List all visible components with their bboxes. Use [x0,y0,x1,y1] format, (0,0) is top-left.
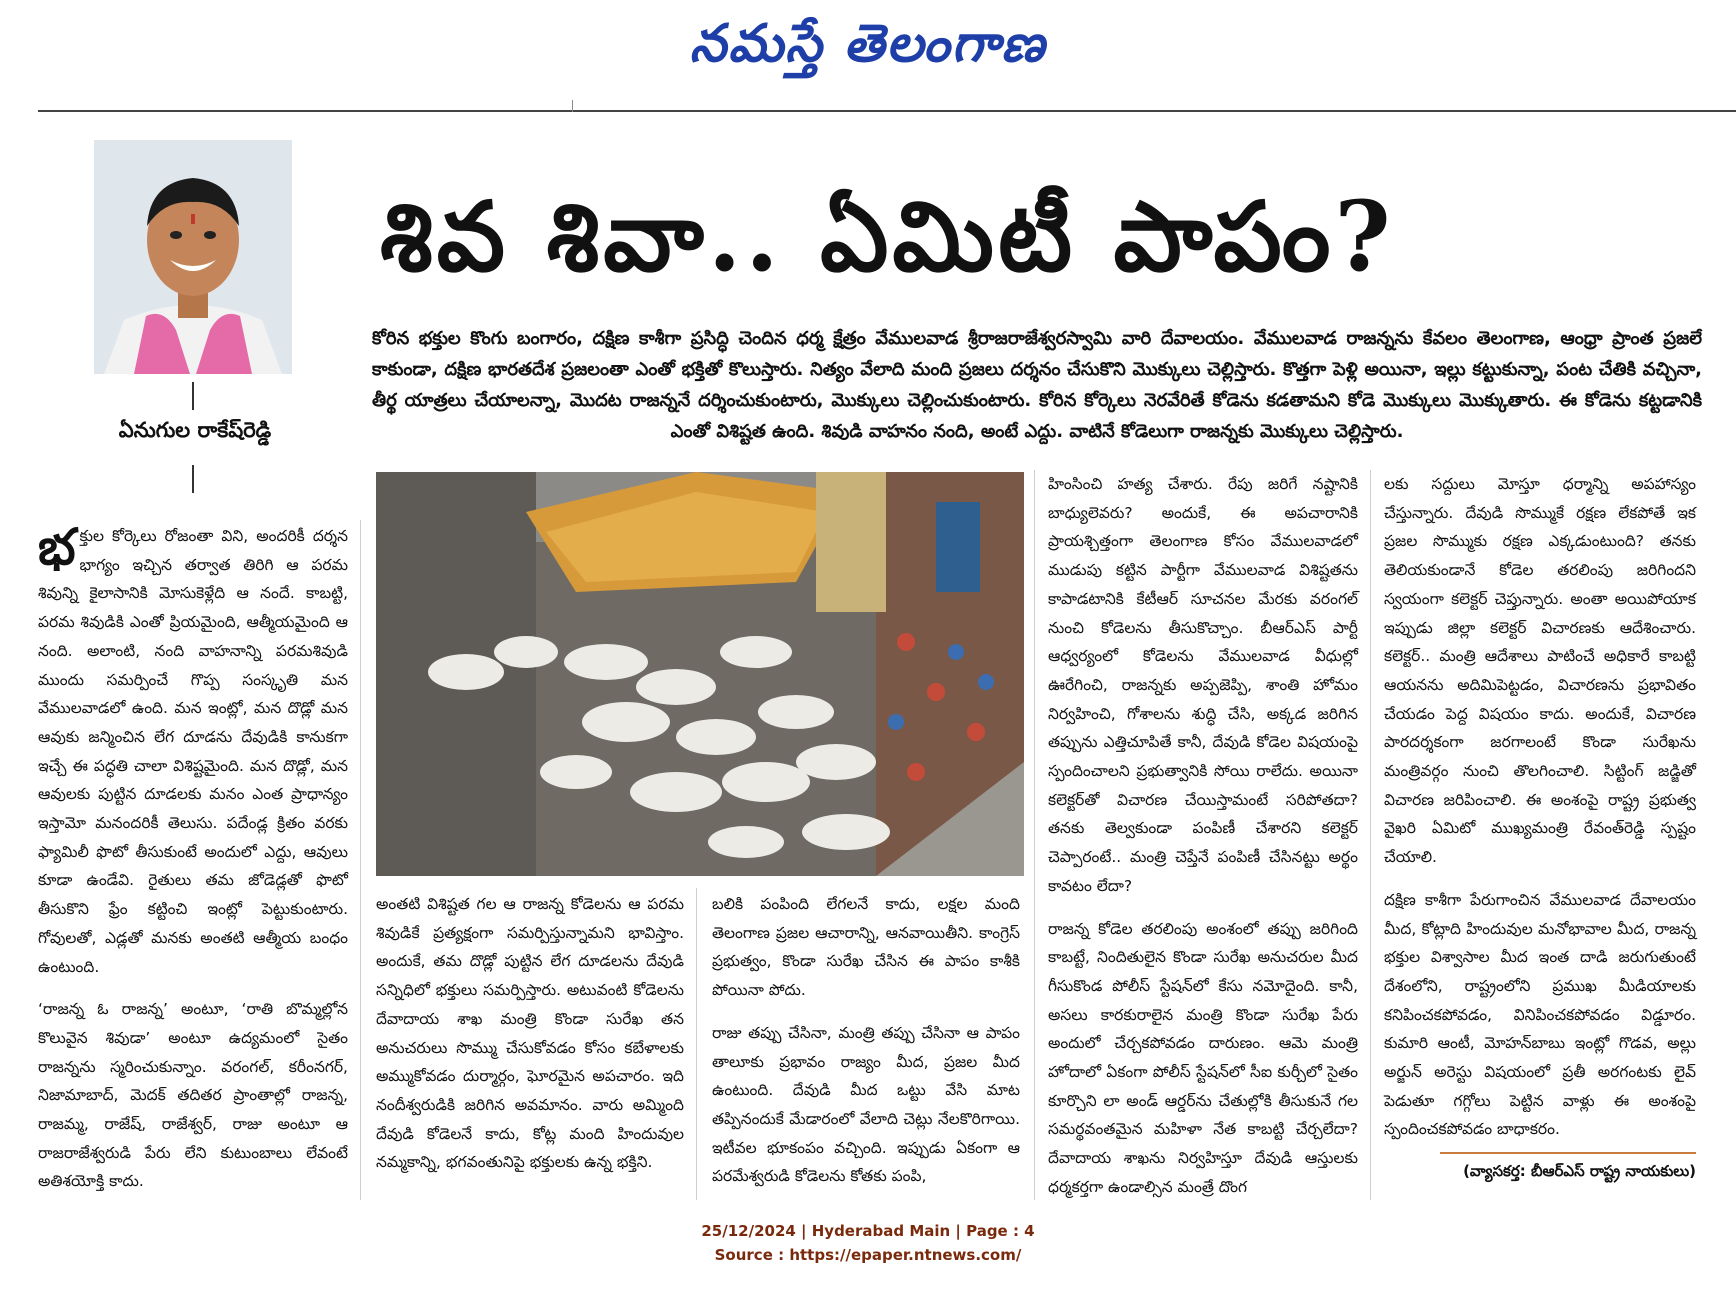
paragraph: అంతటి విశిష్టత గల ఆ రాజన్న కోడెలను ఆ పరమ శివుడికే ప్రత్యక్షంగా సమర్పిస్తున్నామని భావిస్తాం. అందుకే, తమ దొడ్లో పుట్టిన లేగ దూడలను దేవుడి సన్నిధిలో భక్తులు సమర్పిస్తారు. అటువంటి కోడెలను దేవాదాయ శాఖ మంత్రి కొండా సురేఖ తన అనుచరులు సొమ్ము చేసుకోవడం కోసం కబేళాలకు అమ్ముకోవడం దుర్మార్గం, ఘోరమైన అపచారం. ఇది నందీశ్వరుడికి జరిగిన అవమానం. వారు అమ్మింది దేవుడి కోడెలనే కాదు, కోట్ల మంది హిందువుల నమ్మకాన్ని, భగవంతునిపై భక్తులకు ఉన్న భక్తిని. [376,895,684,1172]
author-photo [94,140,292,374]
column-separator [360,520,361,1200]
author-divider-bottom [192,465,194,493]
article-column-4 [1048,470,1358,1216]
column-separator [1370,470,1371,1200]
source-link[interactable]: Source : https://epaper.ntnews.com/ [714,1246,1022,1264]
paragraph: రాజన్న కోడెల తరలింపు అంశంలో తప్పు జరిగింది కాబట్టే, నిందితులైన కొండా సురేఖ అనుచరుల మీద గీసుకొండ పోలీస్ స్టేషన్‌లో కేసు నమోదైంది. కానీ, అసలు కారకురాలైన మంత్రి కొండా సురేఖ పేరు అందులో చేర్చకపోవడం దారుణం. ఆమె మంత్రి హోదాలో ఏకంగా పోలీస్ స్టేషన్‌లో సీఐ కుర్చీలో సైతం కూర్చొని లా అండ్ ఆర్డర్‌ను చేతుల్లోకి తీసుకునే గల సమర్థవంతమైన మహిళా నేత కాబట్టి చేర్చలేదా? దేవాదాయ శాఖను నిర్వహిస్తూ దేవుడి ఆస్తులకు ధర్మకర్తగా ఉండాల్సిన మంత్రే దొంగ [1048,919,1358,1196]
paragraph: లకు సద్దులు మోస్తూ ధర్మాన్ని అపహాస్యం చేస్తున్నారు. దేవుడి సొమ్ముకే రక్షణ లేకపోతే ఇక ప్రజల సొమ్ముకు రక్షణ ఎక్కడుంటుంది? తనకు తెలియకుండానే కోడెల తరలింపు జరిగిందని స్వయంగా కలెక్టర్ చెప్తున్నారు. అంతా అయిపోయాక ఇప్పుడు జిల్లా కలెక్టర్ విచారణకు ఆదేశించారు. కలెక్టర్.. మంత్రి ఆదేశాలు పాటించే అధికారే కాబట్టి ఆయనను అదిమిపెట్టడం, విచారణను ప్రభావితం చేయడం పెద్ద విషయం కాదు. అందుకే, విచారణ పారదర్శకంగా జరగాలంటే కొండా సురేఖను మంత్రివర్గం నుంచి తొలగించాలి. సిట్టింగ్ జడ్జితో విచారణ జరిపించాలి. ఈ అంశంపై రాష్ట్ర ప్రభుత్వ వైఖరి ఏమిటో ముఖ్యమంత్రి రేవంత్‌రెడ్డి స్పష్టం చేయాలి. [1384,475,1696,867]
masthead-rule [38,110,1736,112]
paragraph: భక్తుల కోర్కెలు రోజంతా విని, అందరికీ దర్శన భాగ్యం ఇచ్చిన తర్వాత తిరిగి ఆ పరమ శివున్ని కైలాసానికి మోసుకెళ్లేది ఆ నందే. కాబట్టి, పరమ శివుడికి ఎంతో ప్రియమైంది, ఆత్మీయమైంది ఆ నంది. అలాంటి, నంది వాహనాన్ని పరమశివుడి ముందు సమర్పించే గొప్ప సంస్కృతి మన వేములవాడలో ఉంది. మన ఇంట్లో, మన దొడ్లో మన ఆవుకు జన్మించిన లేగ దూడను దేవుడికి కానుకగా ఇచ్చే ఈ పద్ధతి చాలా విశిష్టమైంది. మన దొడ్లో, మన ఆవులకు పుట్టిన దూడలకు మనం ఎంత ప్రాధాన్యం ఇస్తామో మనందరికీ తెలుసు. పదేండ్ల క్రితం వరకు ఫ్యామిలీ ఫొటో తీసుకుంటే అందులో ఎద్దు, ఆవులు కూడా ఉండేవి. రైతులు తమ జోడెడ్లతో ఫొటో తీసుకొని ఫ్రేం కట్టించి ఇంట్లో పెట్టుకుంటారు. గోవులతో, ఎడ్లతో మనకు అంతటి ఆత్మీయ బంధం ఉంటుంది. [38,518,348,976]
headline: శివ శివా.. ఏమిటీ పాపం? [380,180,1395,293]
paragraph: బలికి పంపింది లేగలనే కాదు, లక్షల మంది తెలంగాణ ప్రజల ఆచారాన్ని, ఆనవాయితీని. కాంగ్రెస్ ప్రభుత్వం, కొండా సురేఖ చేసిన ఈ పాపం కాశీకి పోయినా పోదు. [712,895,1020,1000]
paragraph: రాజు తప్పు చేసినా, మంత్రి తప్పు చేసినా ఆ పాపం తాలూకు ప్రభావం రాజ్యం మీద, ప్రజల మీద ఉంటుంది. దేవుడి మీద ఒట్టు వేసి మాట తప్పినందుకే మేడారంలో వేలాది చెట్లు నేలకొరిగాయి. ఇటీవల భూకంపం వచ్చింది. ఇప్పుడు ఏకంగా ఆ పరమేశ్వరుడి కోడెలను కోతకు పంపి, [712,1023,1020,1186]
temple-calves-photo [376,472,1024,876]
page-info: 25/12/2024 | Hyderabad Main | Page : 4 [701,1222,1035,1240]
author-name: ఏనుగుల రాకేష్‌రెడ్డి [118,418,272,442]
article-column-2 [376,890,684,1191]
rule-tick [572,100,573,112]
paragraph: హింసించి హత్య చేశారు. రేపు జరిగే నష్టానికి బాధ్యులెవరు? అందుకే, ఈ అపచారానికి ప్రాయశ్చిత్తంగా తెలంగాణ కోసం వేములవాడలో ముడుపు కట్టిన పార్టీగా వేములవాడ విశిష్టతను కాపాడటానికి కేటీఆర్ సూచనల మేరకు వరంగల్ నుంచి కోడెలను తీసుకొచ్చాం. బీఆర్ఎస్ పార్టీ ఆధ్వర్యంలో కోడెలను వేములవాడ వీధుల్లో ఊరేగించి, రాజన్నకు అప్పజెప్పి, శాంతి హోమం నిర్వహించి, గోశాలను శుద్ధి చేసి, అక్కడ జరిగిన తప్పును ఎత్తిచూపితే కానీ, దేవుడి కోడెల విషయంపై స్పందించాలని ప్రభుత్వానికి సోయి రాలేదు. అయినా కలెక్టర్‌తో విచారణ చేయిస్తామంటే సరిపోతదా? తనకు తెల్వకుండా పంపిణీ చేశారని కలెక్టర్ చెప్పారంటే.. మంత్రి చెప్తేనే పంపిణీ చేసినట్టు అర్థం కావటం లేదా? [1048,475,1358,895]
author-divider-top [192,382,194,410]
column-separator [696,888,697,1200]
article-column-5 [1384,470,1696,1158]
author-note: (వ్యాసకర్త: బీఆర్ఎస్ రాష్ట్ర నాయకులు) [1463,1162,1696,1180]
masthead [0,0,1736,90]
article-column-1 [38,518,348,1210]
drop-cap: భ [38,518,76,576]
intro-paragraph: కోరిన భక్తుల కొంగు బంగారం, దక్షిణ కాశీగా ప్రసిద్ధి చెందిన ధర్మ క్షేత్రం వేములవాడ శ్రీరాజరాజేశ్వరస్వామి వారి దేవాలయం. వేములవాడ రాజన్నను కేవలం తెలంగాణ, ఆంధ్రా ప్రాంత ప్రజలే కాకుండా, దక్షిణ భారతదేశ ప్రజలంతా ఎంతో భక్తితో కొలుస్తారు. నిత్యం వేలాది మంది ప్రజలు దర్శనం చేసుకొని మొక్కులు చెల్లిస్తారు. కొత్తగా పెళ్లి అయినా, ఇల్లు కట్టుకున్నా, పంట చేతికి వచ్చినా, తీర్థ యాత్రలు చేయాలన్నా, మొదట రాజన్ననే దర్శించుకుంటారు, మొక్కులు చెల్లించుకుంటారు. కోరిన కోర్కెలు నెరవేరితే కోడెను కడతామని కోడె మొక్కులు మొక్కుతారు. ఈ కోడెను కట్టడానికి ఎంతో విశిష్టత ఉంది. శివుడి వాహనం నంది, అంటే ఎద్దు. వాటినే కోడెలుగా రాజన్నకు మొక్కులు చెల్లిస్తారు. [372,328,1702,442]
author-note-rule [1440,1152,1696,1154]
paragraph: దక్షిణ కాశీగా పేరుగాంచిన వేములవాడ దేవాలయం మీద, కోట్లాది హిందువుల మనోభావాల మీద, రాజన్న భక్తుల విశ్వాసాల మీద ఇంత దాడి జరుగుతుంటే దేశంలోని, రాష్ట్రంలోని ప్రముఖ మీడియాలకు కనిపించకపోవడం, వినిపించకపోవడం విడ్డూరం. కుమారి ఆంటీ, మోహన్‌బాబు ఇంట్లో గొడవ, అల్లు అర్జున్ అరెస్టు విషయంలో ప్రతీ అరగంటకు లైవ్ పెడుతూ గగ్గోలు పెట్టిన వాళ్లు ఈ అంశంపై స్పందించకపోవడం బాధాకరం. [1384,890,1696,1139]
newspaper-name: నమస్తే తెలంగాణ [689,14,1047,74]
article-column-3 [712,890,1020,1205]
paragraph: ‘రాజన్న ఓ రాజన్న’ అంటూ, ‘రాతి బొమ్మల్లోన కొలువైన శివుడా’ అంటూ ఉద్యమంలో సైతం రాజన్నను స్మరించుకున్నాం. వరంగల్, కరీంనగర్, నిజామాబాద్, మెదక్ తదితర ప్రాంతాల్లో రాజన్న, రాజమ్మ, రాజేష్, రాజేశ్వర్, రాజు అంటూ ఆ రాజరాజేశ్వరుడి పేరు లేని కుటుంబాలు లేవంటే అతిశయోక్తి కాదు. [38,1000,348,1191]
column-separator [1034,470,1035,1200]
